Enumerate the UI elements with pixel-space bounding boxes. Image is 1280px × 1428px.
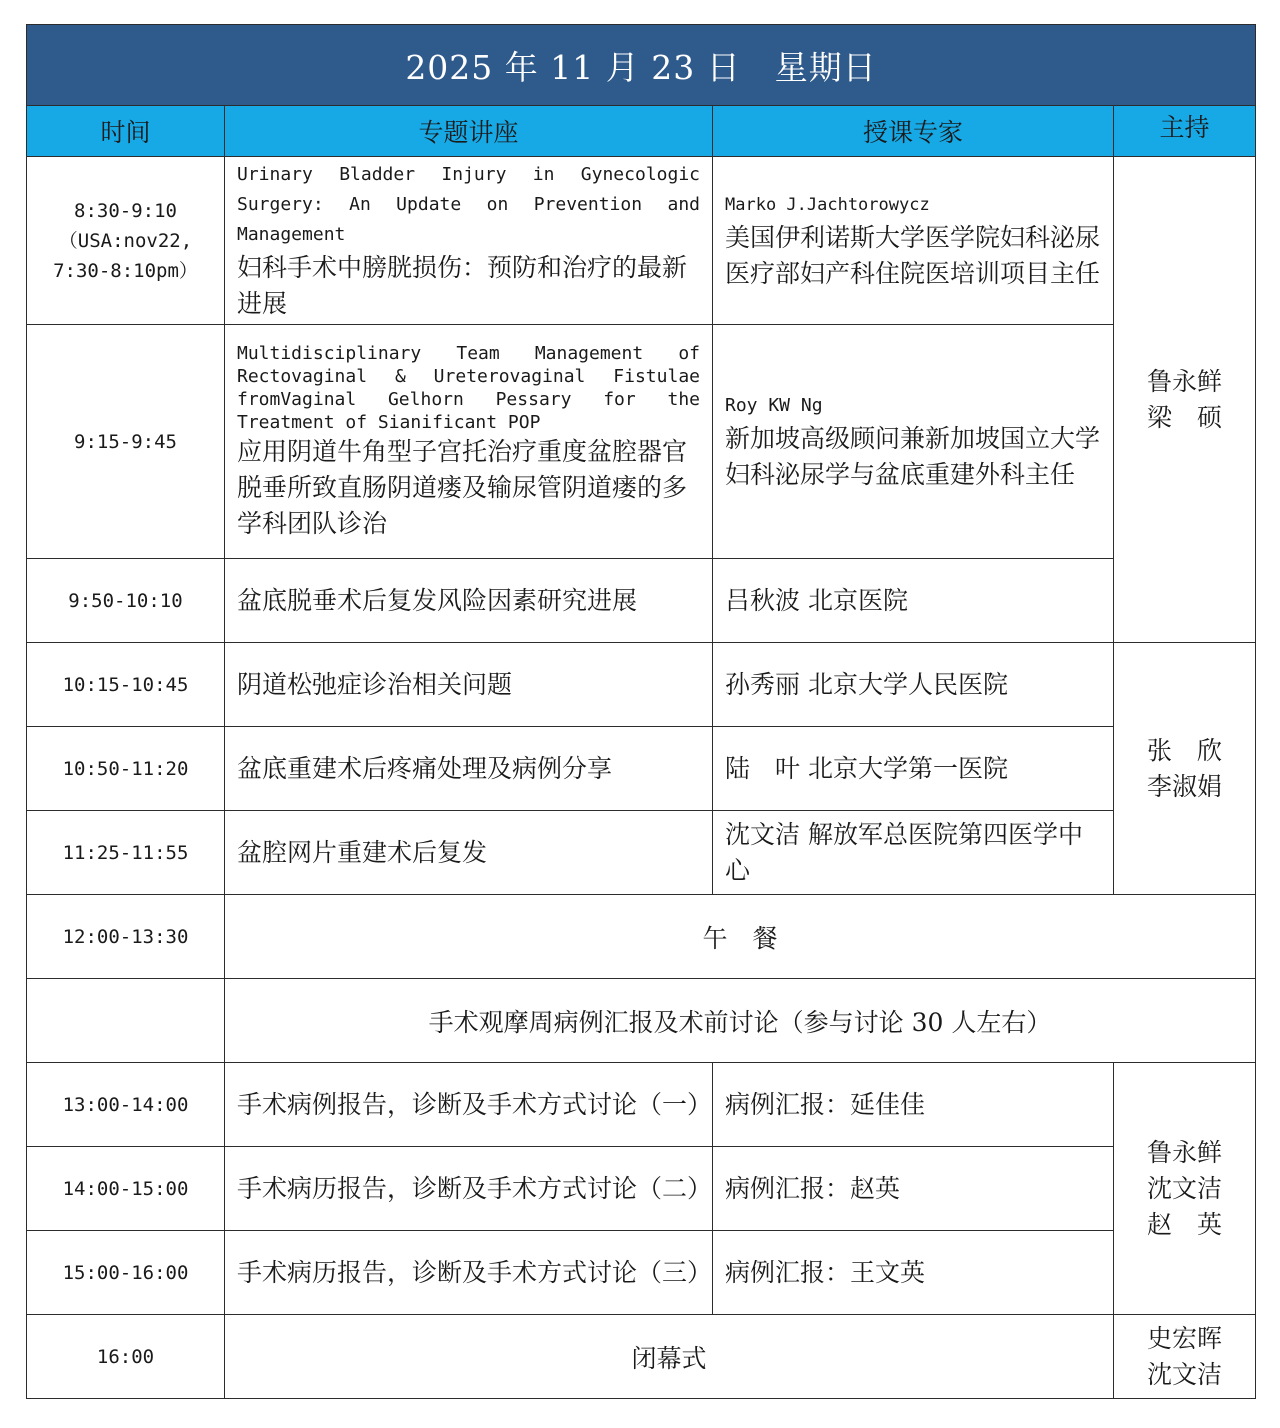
time-cell: 12:00-13:30 bbox=[27, 895, 225, 979]
host-name: 沈文洁 bbox=[1147, 1359, 1223, 1389]
topic-cell bbox=[225, 325, 713, 559]
table-row bbox=[27, 979, 1256, 1063]
expert-cell: 孙秀丽 北京大学人民医院 bbox=[713, 643, 1114, 727]
time-cell: 14:00-15:00 bbox=[27, 1147, 225, 1231]
topic-cell: 手术病历报告，诊断及手术方式讨论（三） bbox=[225, 1231, 713, 1315]
topic-cell: 阴道松弛症诊治相关问题 bbox=[225, 643, 713, 727]
time-cell: 9:15-9:45 bbox=[27, 325, 225, 559]
date-banner bbox=[27, 25, 1256, 106]
table-row bbox=[27, 559, 1256, 643]
expert-cell: 吕秋波 北京医院 bbox=[713, 559, 1114, 643]
time-cell: 15:00-16:00 bbox=[27, 1231, 225, 1315]
topic-english: Multidisciplinary Team Management of Rectovaginal & Ureterovaginal Fistulae fromVaginal Gelhorn Pessary for the Treatment of Sianificant POP bbox=[237, 342, 700, 433]
closing-cell: 闭幕式 bbox=[225, 1315, 1114, 1399]
time-cell: 10:50-11:20 bbox=[27, 727, 225, 811]
host-cell bbox=[1114, 1315, 1256, 1399]
date-title: 2025 年 11 月 23 日 星期日 bbox=[27, 25, 1256, 106]
host-cell bbox=[1114, 157, 1256, 643]
expert-cell: 陆 叶 北京大学第一医院 bbox=[713, 727, 1114, 811]
table-row bbox=[27, 643, 1256, 727]
topic-cell bbox=[225, 157, 713, 325]
expert-cell bbox=[713, 157, 1114, 325]
expert-english: Marko J.Jachtorowycz bbox=[725, 194, 930, 215]
topic-chinese: 应用阴道牛角型子宫托治疗重度盆腔器官脱垂所致直肠阴道瘘及输尿管阴道瘘的多学科团队诊治 bbox=[237, 436, 688, 538]
section-title-cell: 手术观摩周病例汇报及术前讨论（参与讨论 30 人左右） bbox=[225, 979, 1256, 1063]
schedule-container bbox=[26, 24, 1255, 1399]
topic-cell: 手术病历报告，诊断及手术方式讨论（二） bbox=[225, 1147, 713, 1231]
expert-cell: 沈文洁 解放军总医院第四医学中心 bbox=[713, 811, 1114, 895]
time-cell bbox=[27, 979, 225, 1063]
expert-cell: 病例汇报：赵英 bbox=[713, 1147, 1114, 1231]
topic-english: Urinary Bladder Injury in Gynecologic Surgery: An Update on Prevention and Management bbox=[237, 163, 700, 245]
time-line: 7:30-8:10pm） bbox=[53, 259, 198, 282]
host-name: 李淑娟 bbox=[1147, 771, 1223, 801]
expert-cell: 病例汇报：延佳佳 bbox=[713, 1063, 1114, 1147]
expert-chinese: 美国伊利诺斯大学医学院妇科泌尿医疗部妇产科住院医培训项目主任 bbox=[725, 222, 1101, 288]
table-row bbox=[27, 895, 1256, 979]
expert-cell: 病例汇报：王文英 bbox=[713, 1231, 1114, 1315]
topic-cell: 手术病例报告，诊断及手术方式讨论（一） bbox=[225, 1063, 713, 1147]
time-cell: 9:50-10:10 bbox=[27, 559, 225, 643]
host-name: 史宏晖 bbox=[1147, 1323, 1223, 1353]
table-row bbox=[27, 157, 1256, 325]
table-row bbox=[27, 811, 1256, 895]
host-name: 鲁永鲜 bbox=[1147, 1137, 1223, 1167]
time-line: 8:30-9:10 bbox=[74, 199, 177, 222]
time-cell: 16:00 bbox=[27, 1315, 225, 1399]
expert-chinese: 新加坡高级顾问兼新加坡国立大学妇科泌尿学与盆底重建外科主任 bbox=[725, 423, 1101, 489]
table-row bbox=[27, 1063, 1256, 1147]
header-row bbox=[27, 106, 1256, 157]
schedule-table bbox=[26, 24, 1256, 1399]
topic-cell: 盆底脱垂术后复发风险因素研究进展 bbox=[225, 559, 713, 643]
table-row bbox=[27, 1147, 1256, 1231]
host-name: 张 欣 bbox=[1147, 735, 1223, 765]
topic-chinese: 妇科手术中膀胱损伤：预防和治疗的最新进展 bbox=[237, 252, 688, 318]
host-name: 赵 英 bbox=[1147, 1209, 1223, 1239]
topic-cell: 盆腔网片重建术后复发 bbox=[225, 811, 713, 895]
time-cell: 10:15-10:45 bbox=[27, 643, 225, 727]
time-line: （USA:nov22, bbox=[58, 229, 193, 252]
expert-english: Roy KW Ng bbox=[725, 394, 823, 416]
col-header-expert: 授课专家 bbox=[713, 106, 1114, 157]
topic-cell: 盆底重建术后疼痛处理及病例分享 bbox=[225, 727, 713, 811]
host-name: 沈文洁 bbox=[1147, 1173, 1223, 1203]
col-header-time: 时间 bbox=[27, 106, 225, 157]
table-row bbox=[27, 1231, 1256, 1315]
host-cell bbox=[1114, 1063, 1256, 1315]
time-cell: 11:25-11:55 bbox=[27, 811, 225, 895]
expert-cell bbox=[713, 325, 1114, 559]
col-header-topic: 专题讲座 bbox=[225, 106, 713, 157]
host-name: 梁 硕 bbox=[1147, 402, 1223, 432]
col-header-host: 主持 bbox=[1114, 106, 1256, 157]
lunch-cell: 午 餐 bbox=[225, 895, 1256, 979]
time-cell: 13:00-14:00 bbox=[27, 1063, 225, 1147]
host-cell bbox=[1114, 643, 1256, 895]
time-cell bbox=[27, 157, 225, 325]
table-row bbox=[27, 1315, 1256, 1399]
table-row bbox=[27, 727, 1256, 811]
table-row bbox=[27, 325, 1256, 559]
host-name: 鲁永鲜 bbox=[1147, 366, 1223, 396]
